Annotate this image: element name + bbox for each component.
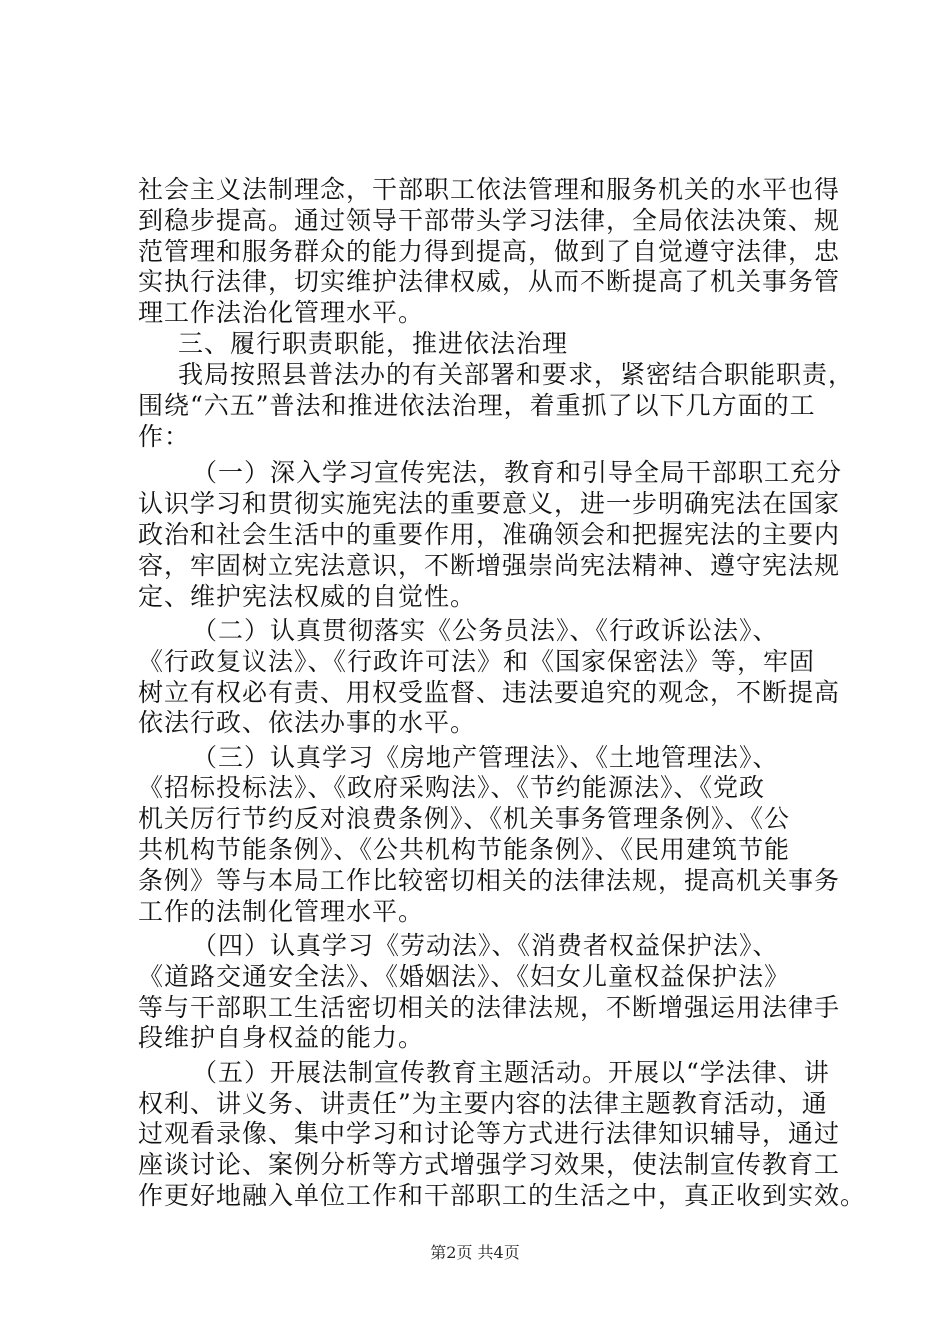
body-text-line: （一）深入学习宣传宪法，教育和引导全局干部职工充分 (192, 458, 843, 487)
body-text-line: 《道路交通安全法》、《婚姻法》、《妇女儿童权益保护法》 (138, 962, 791, 991)
body-text-line: 容，牢固树立宪法意识，不断增强崇尚宪法精神、遵守宪法规 (138, 551, 841, 580)
body-text-line: 我局按照县普法办的有关部署和要求，紧密结合职能职责， (178, 360, 855, 389)
body-text-line: 权利、讲义务、讲责任”为主要内容的法律主题教育活动，通 (138, 1089, 828, 1118)
body-text-line: （四）认真学习《劳动法》、《消费者权益保护法》、 (192, 931, 779, 960)
body-text-line: 社会主义法制理念，干部职工依法管理和服务机关的水平也得 (138, 175, 841, 204)
body-text-line: 围绕“六五”普法和推进依法治理，着重抓了以下几方面的工 (138, 391, 816, 420)
body-text-line: 定、维护宪法权威的自觉性。 (138, 582, 477, 611)
body-text-line: 范管理和服务群众的能力得到提高，做到了自觉遵守法律，忠 (138, 237, 841, 266)
page-footer: 第2页 共4页 (430, 1243, 520, 1262)
body-text-line: 实执行法律，切实维护法律权威，从而不断提高了机关事务管 (138, 267, 841, 296)
body-text-line: 理工作法治化管理水平。 (138, 298, 425, 327)
body-text-line: 等与干部职工生活密切相关的法律法规，不断增强运用法律手 (138, 993, 841, 1022)
body-text-line: 《招标投标法》、《政府采购法》、《节约能源法》、《党政 (138, 773, 766, 802)
body-text-line: 座谈讨论、案例分析等方式增强学习效果，使法制宣传教育工 (138, 1150, 841, 1179)
body-text-line: 《行政复议法》、《行政许可法》和《国家保密法》等，牢固 (138, 647, 816, 676)
section-heading: 三、履行职责职能，推进依法治理 (178, 329, 569, 358)
body-text-line: 机关厉行节约反对浪费条例》、《机关事务管理条例》、《公 (138, 804, 791, 833)
body-text-line: （三）认真学习《房地产管理法》、《土地管理法》、 (192, 743, 779, 772)
body-text-line: 树立有权必有责、用权受监督、违法要追究的观念，不断提高 (138, 678, 841, 707)
body-text-line: 过观看录像、集中学习和讨论等方式进行法律知识辅导，通过 (138, 1119, 841, 1148)
body-text-line: 共机构节能条例》、《公共机构节能条例》、《民用建筑节能 (138, 835, 791, 864)
body-text-line: 作更好地融入单位工作和干部职工的生活之中，真正收到实效。 (138, 1181, 867, 1210)
body-text-line: （五）开展法制宣传教育主题活动。开展以“学法律、讲 (192, 1058, 830, 1087)
body-text-line: （二）认真贯彻落实《公务员法》、《行政诉讼法》、 (192, 616, 779, 645)
body-text-line: 依法行政、依法办事的水平。 (138, 708, 477, 737)
body-text-line: 到稳步提高。通过领导干部带头学习法律，全局依法决策、规 (138, 206, 841, 235)
body-text-line: 政治和社会生活中的重要作用，准确领会和把握宪法的主要内 (138, 520, 841, 549)
body-text-line: 工作的法制化管理水平。 (138, 897, 425, 926)
body-text-line: 条例》等与本局工作比较密切相关的法律法规，提高机关事务 (138, 866, 841, 895)
body-text-line: 作： (138, 422, 191, 451)
body-text-line: 认识学习和贯彻实施宪法的重要意义，进一步明确宪法在国家 (138, 489, 841, 518)
body-text-line: 段维护自身权益的能力。 (138, 1023, 425, 1052)
